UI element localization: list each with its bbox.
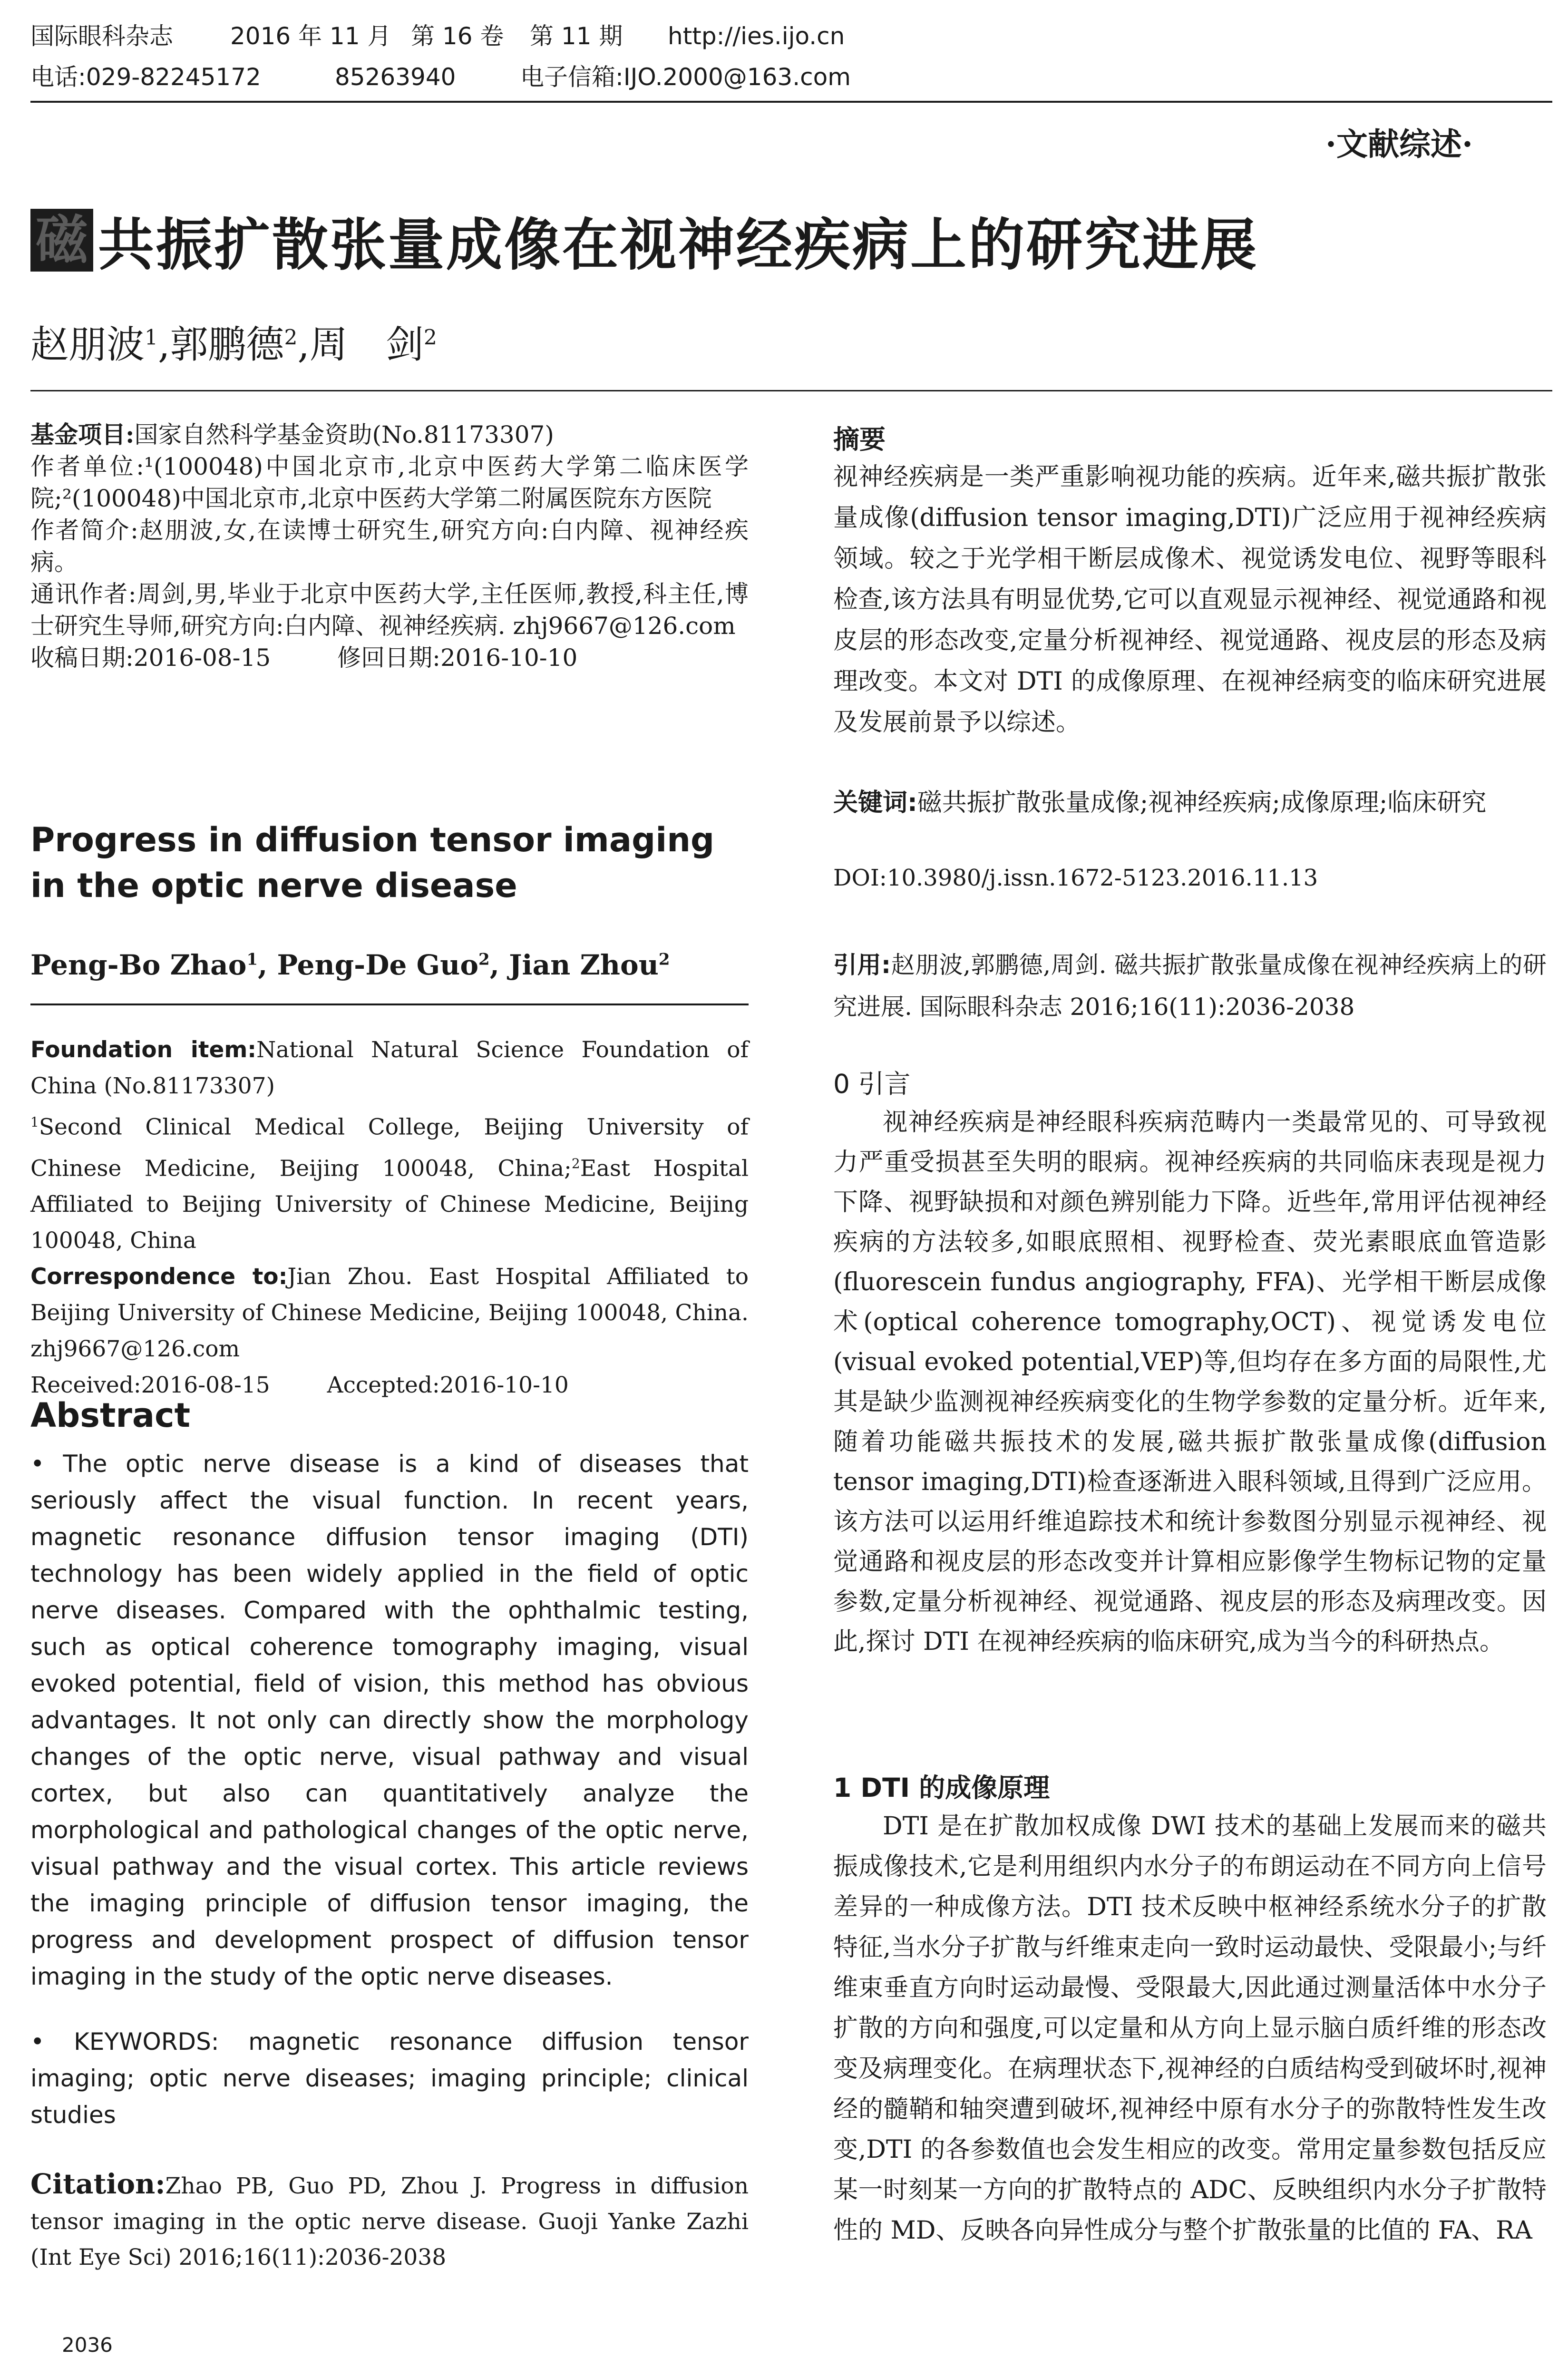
authors-cn — [30, 314, 437, 369]
section-heading-intro: 0 引言 — [833, 1069, 911, 1099]
article-metadata-cn — [30, 419, 749, 674]
issue-date: 2016 年 11 月 — [230, 22, 391, 50]
foundation-label: 基金项目: — [30, 420, 135, 448]
author-name-en: Jian Zhou — [509, 949, 659, 981]
keywords-text-cn: 磁共振扩散张量成像;视神经疾病;成像原理;临床研究 — [917, 789, 1487, 817]
author-intro-cn: 作者简介:赵朋波,女,在读博士研究生,研究方向:白内障、视神经疾病。 — [30, 516, 749, 576]
abstract-en: • The optic nerve disease is a kind of diseases that seriously affect the visual function. In recent years, magnetic resonance diffusion tensor imaging (DTI) technology has been widely applied in the field of optic nerve diseases. Compared with the ophthalmic testing, such as optical coherence tomography imaging, visual evoked potential, field of vision, this method has obvious advantages. It not only can directly show the morphology changes of the optic nerve, visual pathway and visual cortex, but also can quantitatively analyze the morphological and pathological changes of the optic nerve, visual pathway and the visual cortex. This article reviews the imaging principle of diffusion tensor imaging, the progress and development prospect of diffusion tensor imaging in the study of the optic nerve diseases. — [30, 1450, 749, 1990]
authors-en — [30, 949, 670, 981]
keywords-label-cn: 关键词: — [833, 789, 917, 817]
citation-text-cn: 赵朋波,郭鹏德,周剑. 磁共振扩散张量成像在视神经疾病上的研究进展. 国际眼科杂志 2016;16(11):2036-2038 — [833, 951, 1547, 1021]
citation-label-en: Citation: — [30, 2168, 166, 2200]
received-date-en: Received:2016-08-15 — [30, 1372, 270, 1399]
journal-url[interactable]: http://ies.ijo.cn — [668, 22, 845, 50]
citation-text-en: Zhao PB, Guo PD, Zhou J. Progress in diffusion tensor imaging in the optic nerve disease. Guoji Yanke Zazhi (Int Eye Sci) 2016;16(11):2036-2038 — [30, 2173, 749, 2270]
citation-cn — [833, 944, 1547, 1028]
affil-sup: 2 — [571, 1155, 580, 1171]
title-divider — [30, 390, 1552, 391]
doi[interactable]: DOI:10.3980/j.issn.1672-5123.2016.11.13 — [833, 865, 1318, 891]
dates-cn — [30, 642, 749, 674]
author-name: 郭鹏德 — [170, 322, 284, 367]
issue: 第 11 期 — [530, 22, 623, 50]
correspondence-cn: 通讯作者:周剑,男,毕业于北京中医药大学,主任医师,教授,科主任,博士研究生导师,研究方向:白内障、视神经疾病. zhj9667@126.com — [30, 580, 749, 640]
revised-date-cn: 修回日期:2016-10-10 — [337, 644, 578, 672]
correspondence-text-en: Jian Zhou. East Hospital Affiliated to Beijing University of Chinese Medicine, Beijing 100048, China. zhj9667@126.com — [30, 1264, 749, 1363]
article-title — [30, 200, 1258, 281]
foundation-en — [30, 1032, 749, 1104]
affiliation-cn: 作者单位:¹(100048)中国北京市,北京中医药大学第二临床医学院;²(100048)中国北京市,北京中医药大学第二附属医院东方医院 — [30, 453, 749, 512]
journal-name: 国际眼科杂志 — [30, 22, 173, 50]
keywords-en: • KEYWORDS: magnetic resonance diffusion tensor imaging; optic nerve diseases; imaging principle; clinical studies — [30, 2028, 749, 2129]
article-metadata-en — [30, 1032, 749, 1403]
author-affil-sup: 2 — [284, 325, 298, 350]
author-affil-sup: 2 — [478, 950, 490, 969]
abstract-heading-cn: 摘要 — [833, 424, 886, 455]
authors-divider — [30, 1003, 749, 1005]
header-divider — [30, 101, 1552, 103]
volume: 第 16 卷 — [411, 22, 504, 50]
abstract-cn: 视神经疾病是一类严重影响视功能的疾病。近年来,磁共振扩散张量成像(diffusion tensor imaging,DTI)广泛应用于视神经疾病领域。较之于光学相干断层成像术、视觉诱发电位、视野等眼科检查,该方法具有明显优势,它可以直观显示视神经、视觉通路和视皮层的形态改变,定量分析视神经、视觉通路、视皮层的形态及病理改变。本文对 DTI 的成像原理、在视神经病变的临床研究进展及发展前景予以综述。 — [833, 463, 1547, 737]
author-separator: , — [158, 322, 170, 367]
affil-sup: 1 — [30, 1114, 39, 1130]
author-name-en: Peng-Bo Zhao — [30, 949, 247, 981]
title-text: 共振扩散张量成像在视神经疾病上的研究进展 — [98, 212, 1259, 278]
author-separator: , — [489, 949, 509, 981]
english-title: Progress in diffusion tensor imaging in the optic nerve disease — [30, 820, 715, 905]
affiliation-en — [30, 1104, 749, 1259]
received-date-cn: 收稿日期:2016-08-15 — [30, 644, 271, 672]
correspondence-label-en: Correspondence to: — [30, 1264, 288, 1290]
phone-2: 85263940 — [335, 63, 456, 91]
foundation-text: 国家自然科学基金资助(No.81173307) — [134, 421, 554, 448]
page-number: 2036 — [62, 2333, 113, 2357]
citation-en — [30, 2166, 749, 2275]
foundation-label-en: Foundation item: — [30, 1037, 257, 1063]
foundation-text-en: National Natural Science Foundation of China (No.81173307) — [30, 1037, 749, 1099]
author-separator: , — [258, 949, 277, 981]
abstract-heading-en: Abstract — [30, 1396, 191, 1435]
phone: 电话:029-82245172 — [30, 63, 261, 91]
author-name-en: Peng-De Guo — [277, 949, 479, 981]
author-affil-sup: 2 — [658, 950, 670, 969]
author-name: 赵朋波 — [30, 322, 145, 367]
foundation-cn — [30, 419, 749, 451]
author-affil-sup: 1 — [246, 950, 258, 969]
affiliation-1-en: Second Clinical Medical College, Beijing University of Chinese Medicine, Beijing 100048, China; — [30, 1114, 749, 1182]
section-body-1: DTI 是在扩散加权成像 DWI 技术的基础上发展而来的磁共振成像技术,它是利用组织内水分子的布朗运动在不同方向上信号差异的一种成像方法。DTI 技术反映中枢神经系统水分子的扩散特征,当水分子扩散与纤维束走向一致时运动最快、受限最小;与纤维束垂直方向时运动最慢、受限最大,因此通过测量活体中水分子扩散的方向和强度,可以定量和从方向上显示脑白质纤维的形态改变及病理变化。在病理状态下,视神经的白质结构受到破坏时,视神经的髓鞘和轴突遭到破坏,视神经中原有水分子的弥散特性发生改变,DTI 的各参数值也会发生相应的改变。常用定量参数包括反应某一时刻某一方向的扩散特点的 ADC、反映组织内水分子扩散特性的 MD、反映各向异性成分与整个扩散张量的比值的 FA、RA — [833, 1812, 1547, 2245]
author-name: 周 剑 — [309, 322, 424, 367]
author-affil-sup: 1 — [145, 325, 158, 350]
accepted-date-en: Accepted:2016-10-10 — [327, 1372, 569, 1399]
correspondence-en — [30, 1259, 749, 1367]
section-body-intro: 视神经疾病是神经眼科疾病范畴内一类最常见的、可导致视力严重受损甚至失明的眼病。视神经疾病的共同临床表现是视力下降、视野缺损和对颜色辨别能力下降。近些年,常用评估视神经疾病的方法较多,如眼底照相、视野检查、荧光素眼底血管造影(fluorescein fundus angiography, FFA)、光学相干断层成像术(optical coherence tomography,OCT)、视觉诱发电位(visual evoked potential,VEP)等,但均存在多方面的局限性,尤其是缺少监测视神经疾病变化的生物学参数的定量分析。近年来,随着功能磁共振技术的发展,磁共振扩散张量成像(diffusion tensor imaging,DTI)检查逐渐进入眼科领域,且得到广泛应用。该方法可以运用纤维追踪技术和统计参数图分别显示视神经、视觉通路和视皮层的形态改变并计算相应影像学生物标记物的定量参数,定量分析视神经、视觉通路、视皮层的形态及病理改变。因此,探讨 DTI 在视神经疾病的临床研究,成为当今的科研热点。 — [833, 1108, 1547, 1656]
section-label: ·文献综述· — [1325, 126, 1473, 163]
email[interactable]: 电子信箱:IJO.2000@163.com — [520, 63, 851, 91]
title-first-char: 磁 — [30, 209, 93, 272]
section-heading-1: 1 DTI 的成像原理 — [833, 1773, 1050, 1803]
author-separator: , — [297, 322, 310, 367]
author-affil-sup: 2 — [423, 325, 437, 350]
citation-label-cn: 引用: — [833, 951, 891, 979]
keywords-cn — [833, 782, 1547, 823]
affiliation-2-en: East Hospital Affiliated to Beijing University of Chinese Medicine, Beijing 100048, China — [30, 1155, 749, 1254]
